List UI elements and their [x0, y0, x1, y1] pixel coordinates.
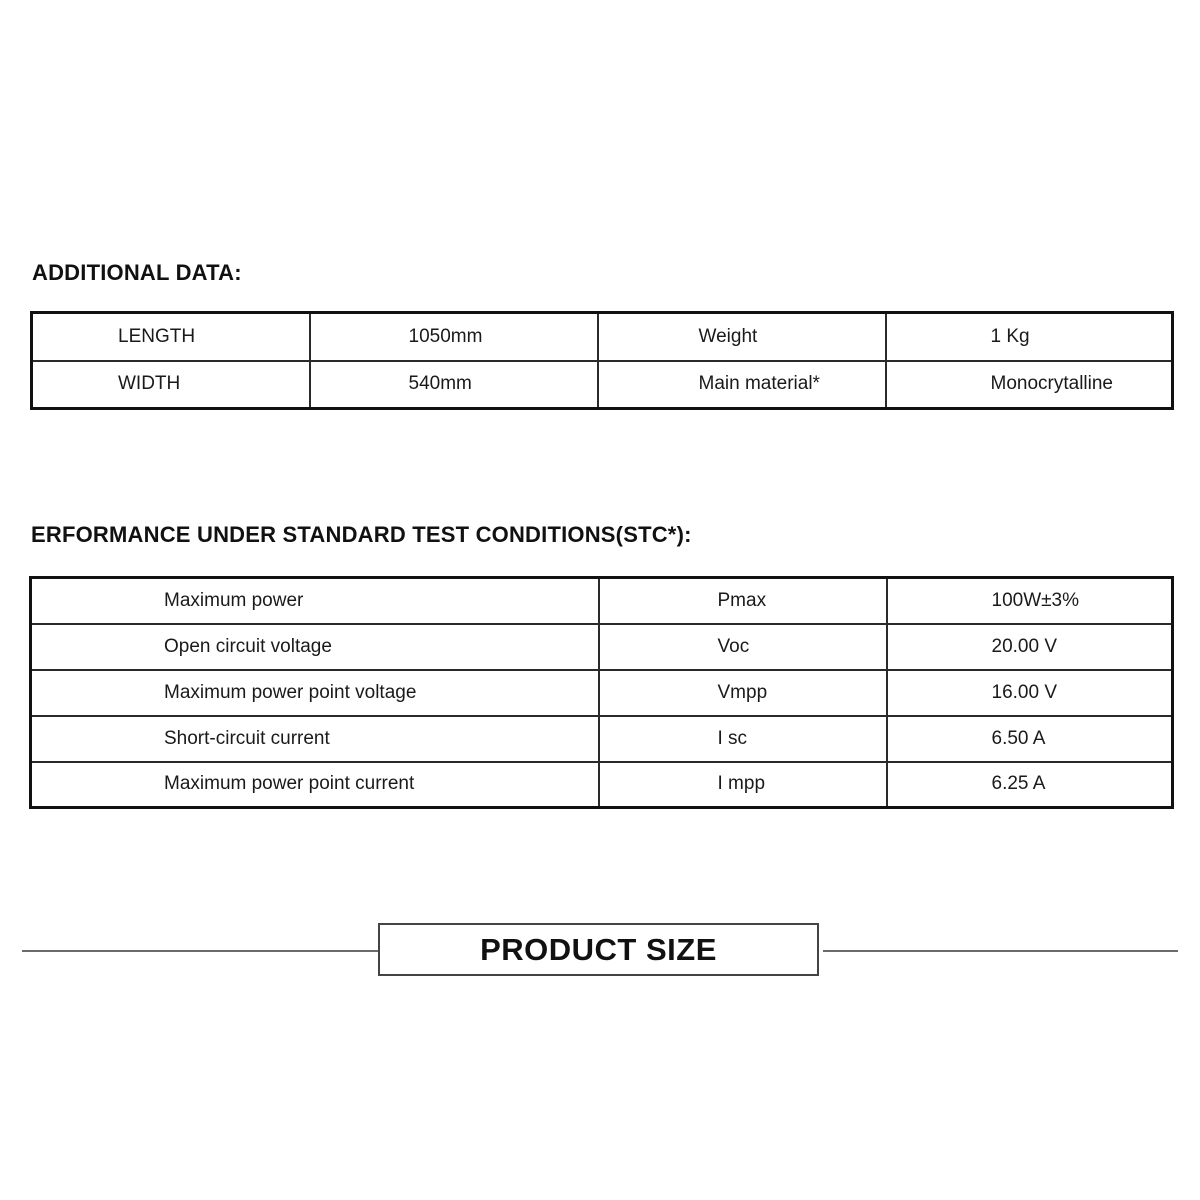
weight-label: Weight	[598, 313, 886, 361]
product-size-title: PRODUCT SIZE	[480, 931, 717, 967]
table-row	[31, 578, 1173, 624]
weight-value: 1 Kg	[886, 313, 1173, 361]
table-row	[31, 624, 1173, 670]
parameter-value: 100W±3%	[887, 578, 1173, 624]
parameter-name: Maximum power point current	[31, 762, 599, 808]
section-divider-left	[22, 950, 378, 952]
table-row	[31, 716, 1173, 762]
table-row	[31, 762, 1173, 808]
product-size-banner	[378, 923, 819, 976]
parameter-symbol: Pmax	[599, 578, 887, 624]
table-row	[32, 361, 1173, 409]
width-label: WIDTH	[32, 361, 310, 409]
parameter-symbol: I sc	[599, 716, 887, 762]
parameter-value: 6.25 A	[887, 762, 1173, 808]
additional-data-table	[30, 311, 1174, 410]
table-row	[31, 670, 1173, 716]
section-divider-right	[823, 950, 1178, 952]
parameter-name: Maximum power point voltage	[31, 670, 599, 716]
width-value: 540mm	[310, 361, 598, 409]
length-value: 1050mm	[310, 313, 598, 361]
parameter-value: 16.00 V	[887, 670, 1173, 716]
table-row	[32, 313, 1173, 361]
performance-heading: ERFORMANCE UNDER STANDARD TEST CONDITIONS(STC*):	[31, 522, 692, 547]
parameter-symbol: Vmpp	[599, 670, 887, 716]
parameter-symbol: I mpp	[599, 762, 887, 808]
additional-data-heading: ADDITIONAL DATA:	[32, 260, 242, 285]
length-label: LENGTH	[32, 313, 310, 361]
parameter-value: 6.50 A	[887, 716, 1173, 762]
main-material-label: Main material*	[598, 361, 886, 409]
parameter-name: Maximum power	[31, 578, 599, 624]
parameter-value: 20.00 V	[887, 624, 1173, 670]
performance-table	[29, 576, 1174, 809]
main-material-value: Monocrytalline	[886, 361, 1173, 409]
parameter-symbol: Voc	[599, 624, 887, 670]
parameter-name: Open circuit voltage	[31, 624, 599, 670]
parameter-name: Short-circuit current	[31, 716, 599, 762]
